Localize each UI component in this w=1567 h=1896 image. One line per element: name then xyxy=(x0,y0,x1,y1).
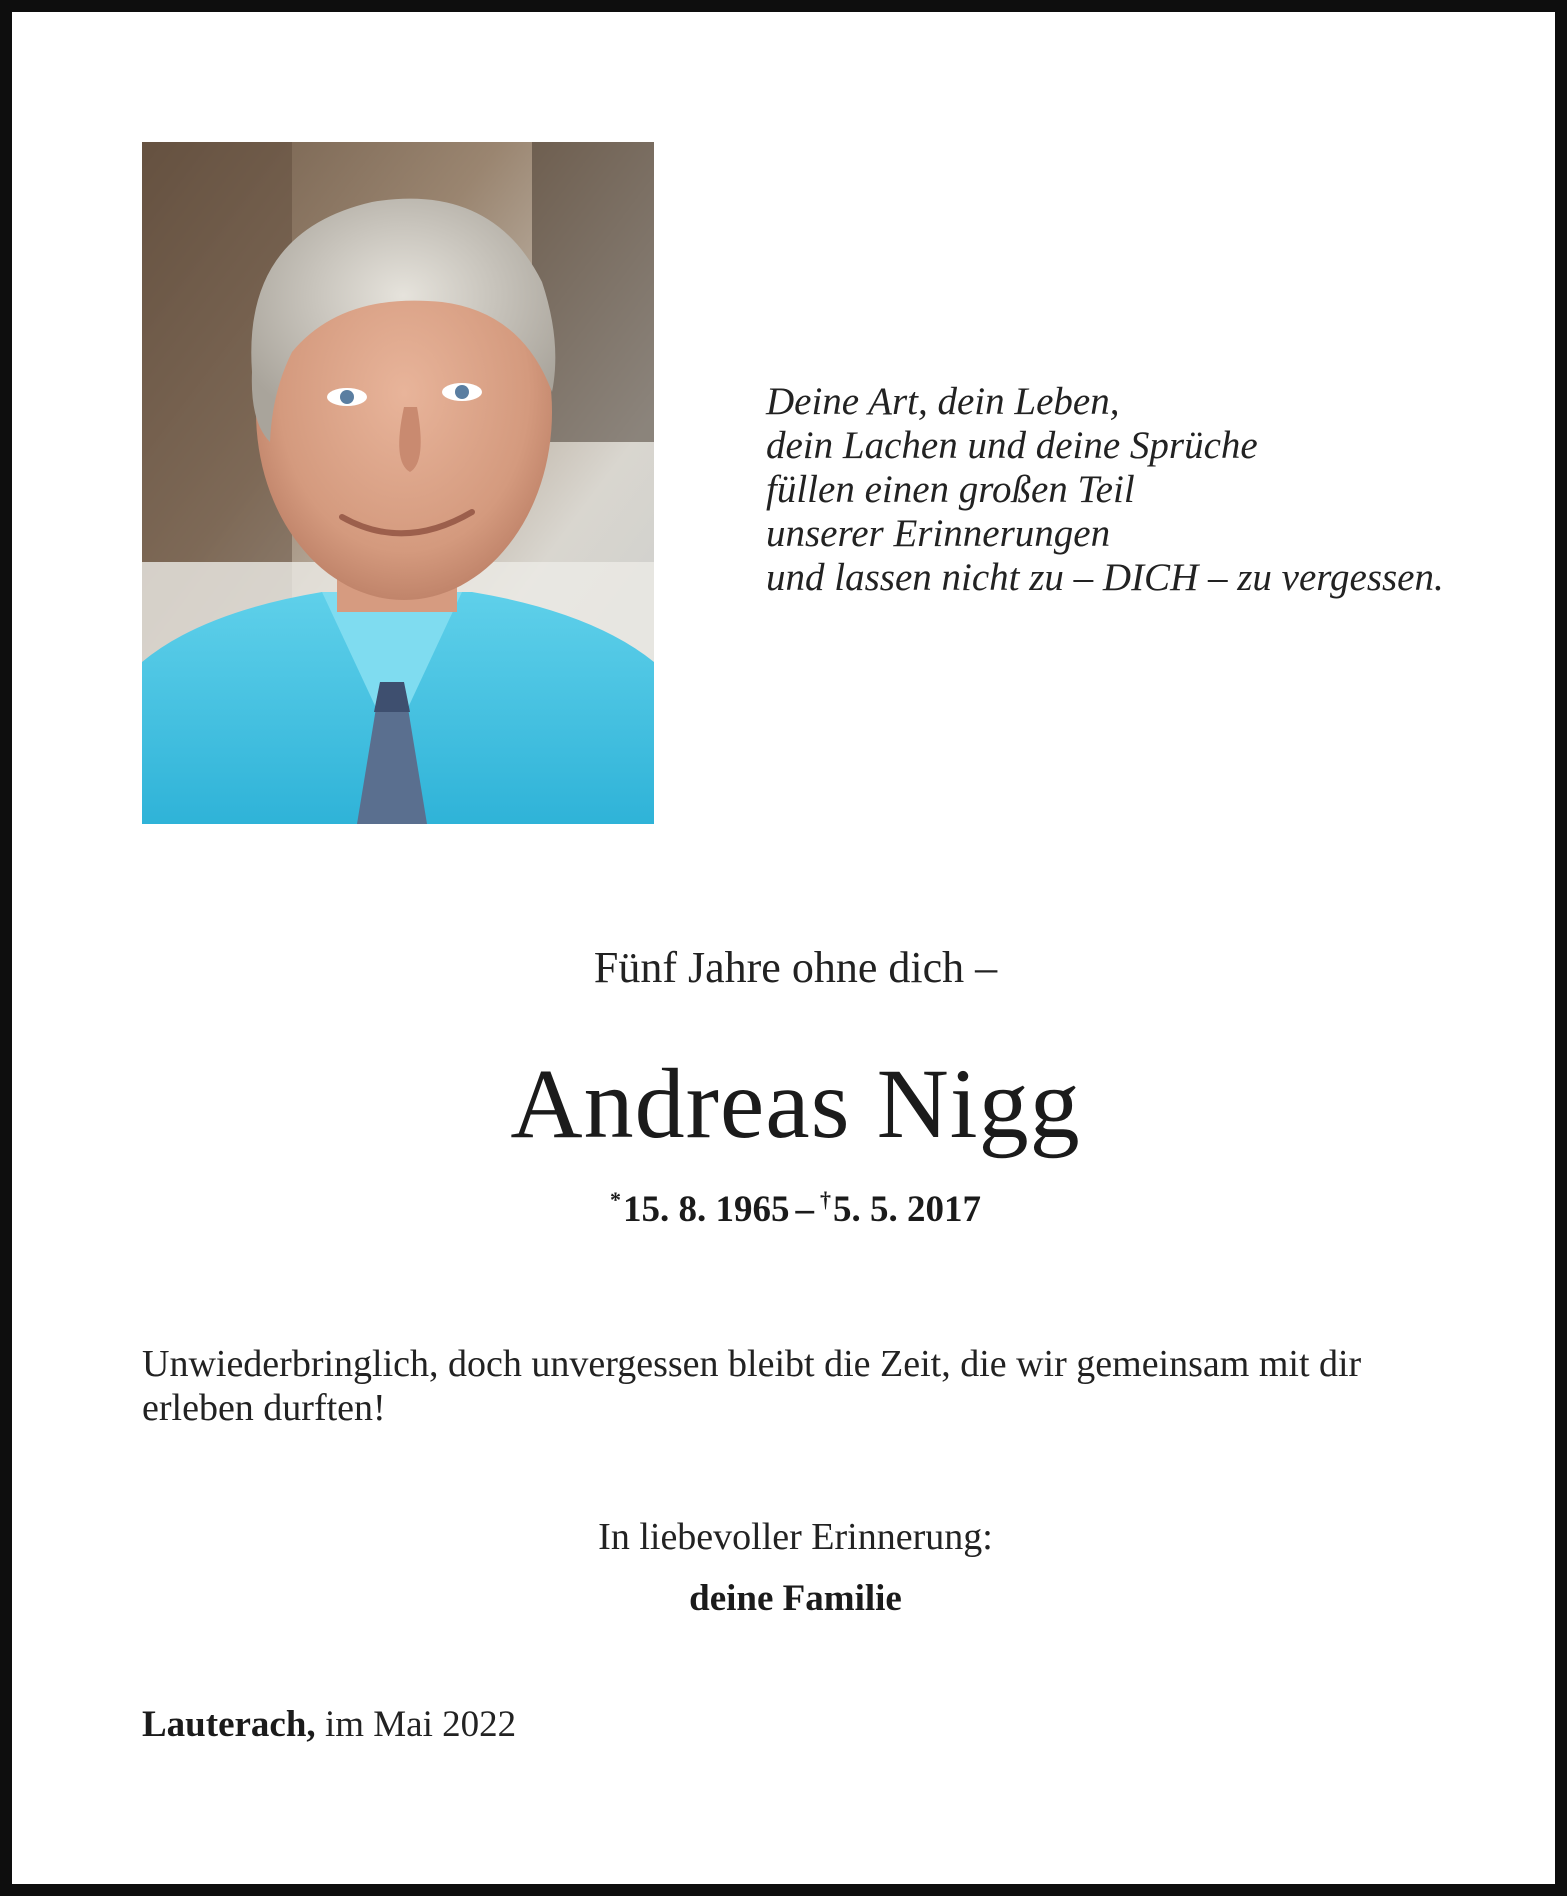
family-signature: deine Familie xyxy=(689,1578,902,1619)
birth-date: 15. 8. 1965 xyxy=(623,1189,790,1230)
death-symbol: † xyxy=(820,1187,831,1212)
place-date-line xyxy=(142,1700,1042,1750)
quote-line: füllen einen großen Teil xyxy=(766,468,1135,511)
place-date: im Mai 2022 xyxy=(324,1704,517,1745)
memorial-message: Unwiederbringlich, doch unvergessen bleibt die Zeit, die wir gemeinsam mit dir erleben durften! xyxy=(142,1343,1362,1429)
intro-line: Fünf Jahre ohne dich – xyxy=(593,943,998,992)
death-date: 5. 5. 2017 xyxy=(833,1189,981,1230)
portrait-photo xyxy=(142,142,654,824)
birth-symbol: * xyxy=(610,1187,621,1212)
deceased-name: Andreas Nigg xyxy=(510,1048,1081,1159)
quote-line: dein Lachen und deine Sprüche xyxy=(766,424,1258,467)
memory-label: In liebevoller Erinnerung: xyxy=(598,1516,993,1558)
quote-line: unserer Erinnerungen xyxy=(766,512,1111,555)
date-separator: – xyxy=(795,1189,814,1230)
portrait-illustration xyxy=(142,142,654,824)
memorial-quote xyxy=(766,380,1526,600)
quote-line: und lassen nicht zu – DICH – zu vergessen. xyxy=(766,556,1444,599)
life-dates xyxy=(12,1176,1567,1234)
quote-line: Deine Art, dein Leben, xyxy=(766,380,1120,423)
place-town: Lauterach, xyxy=(142,1704,316,1745)
